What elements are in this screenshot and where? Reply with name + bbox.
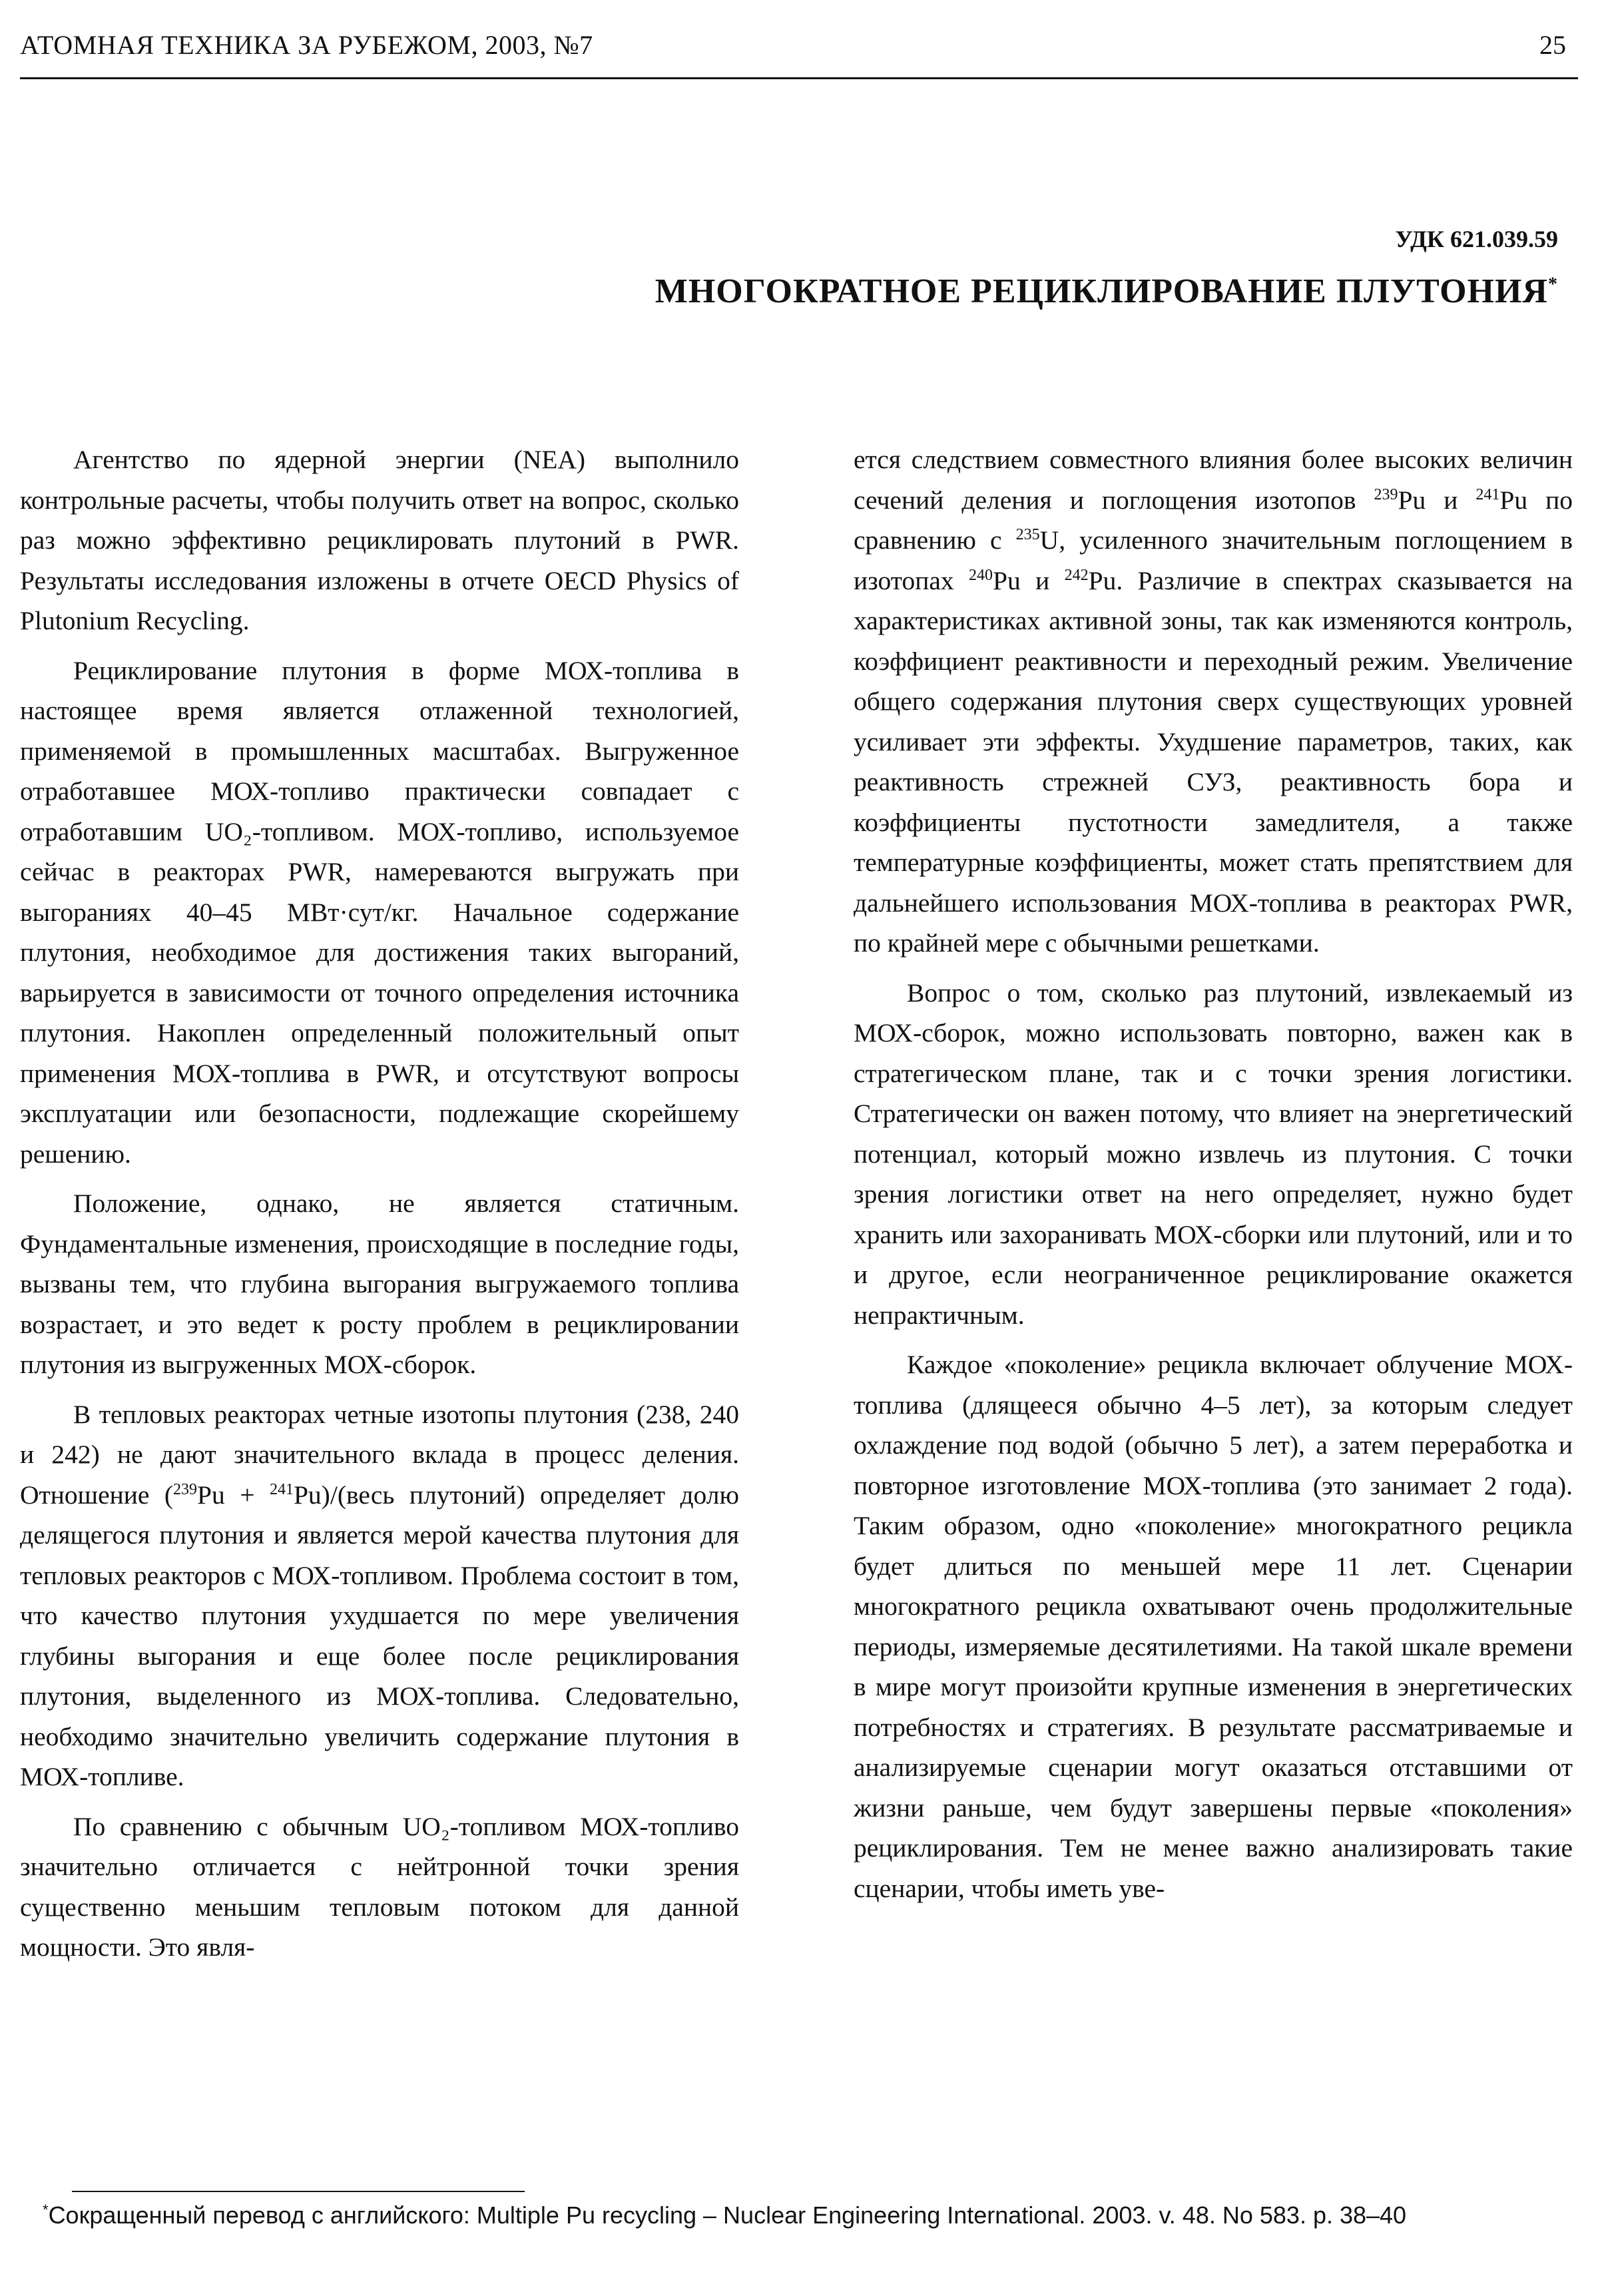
right-column (854, 439, 1573, 1918)
paragraph: Положение, однако, не является статичным. Фундаментальные изменения, происходящие в последние годы, вызваны тем, что глубина выгорания выгружаемого топлива возрастает, и это ведет к росту проблем в рециклировании плутония из выгруженных МОХ-сборок. (20, 1189, 739, 1379)
footnote-mark: * (43, 2201, 49, 2218)
paragraph: Рециклирование плутония в форме МОХ-топлива в настоящее время является отлаженной технологией, применяемой в промышленных масштабах. Выгруженное отработавшее МОХ-топливо практически совпадает с отработавшим UO₂-топливом. МОХ-топливо, используемое сейчас в реакторах PWR, намереваются выгружать при выгораниях 40–45 МВт·сут/кг. Начальное содержание плутония, необходимое для достижения таких выгораний, варьируется в зависимости от точного определения источника плутония. Накоплен определенный положительный опыт применения МОХ-топлива в PWR, и отсутствуют вопросы эксплуатации или безопасности, подлежащие скорейшему решению. (20, 655, 739, 1169)
journal-title: АТОМНАЯ ТЕХНИКА ЗА РУБЕЖОМ, 2003, №7 (20, 30, 593, 60)
udc-code: УДК 621.039.59 (1395, 226, 1558, 252)
paragraph: ется следствием совместного влияния более высоких величин сечений деления и поглощения изотопов $^{239}$Pu и $^{241}$Pu по сравнению с $^{235}$U, усиленного значительным поглощением в изотопах $^{240}$Pu и $^{242}$Pu. Различие в спектрах сказывается на характеристиках активной зоны, так как изменяются контроль, коэффициент реактивности и переходный режим. Увеличение общего содержания плутония сверх существующих уровней усиливает эти эффекты. Ухудшение параметров, таких, как реактивность стрежней СУЗ, реактивность бора и коэффициенты пустотности замедлителя, а также температурные коэффициенты, может стать препятствием для дальнейшего использования МОХ-топлива в реакторах PWR, по крайней мере с обычными решетками. (854, 445, 1573, 958)
paragraph: Агентство по ядерной энергии (NEA) выполнило контрольные расчеты, чтобы получить ответ на вопрос, сколько раз можно эффективно рециклировать плутоний в PWR. Результаты исследования изложены в отчете OECD Physics of Plutonium Recycling. (20, 445, 739, 635)
article-title (655, 272, 1558, 311)
title-footnote-mark: * (1548, 274, 1558, 295)
paragraph: Вопрос о том, сколько раз плутоний, извлекаемый из МОХ-сборок, можно использовать повторно, важен как в стратегическом плане, так и с точки зрения логистики. Стратегически он важен потому, что влияет на энергетический потенциал, который можно извлечь из плутония. С точки зрения логистики ответ на него определяет, нужно будет хранить или захоранивать МОХ-сборки или плутоний, или и то и другое, если неограниченное рециклирование окажется непрактичным. (854, 978, 1573, 1330)
running-header (20, 29, 1578, 79)
paragraph: По сравнению с обычным UO₂-топливом МОХ-топливо значительно отличается с нейтронной точки зрения существенно меньшим тепловым потоком для данной мощности. Это явля- (20, 1811, 739, 1962)
paragraph: В тепловых реакторах четные изотопы плутония (238, 240 и 242) не дают значительного вклада в процесс деления. Отношение ($^{239}$Pu + $^{241}$Pu)/(весь плутоний) определяет долю делящегося плутония и является мерой качества плутония для тепловых реакторов с МОХ-топливом. Проблема состоит в том, что качество плутония ухудшается по мере увеличения глубины выгорания и еще более после рециклирования плутония, выделенного из МОХ-топлива. Следовательно, необходимо значительно увеличить содержание плутония в МОХ-топливе. (20, 1399, 739, 1791)
footnote-text: Сокращенный перевод с английского: Multiple Pu recycling – Nuclear Engineering International. 2003. v. 48. No 583. p. 38–40 (48, 2201, 1407, 2229)
page-number: 25 (1539, 30, 1566, 60)
paragraph: Каждое «поколение» рецикла включает облучение МОХ-топлива (длящееся обычно 4–5 лет), за которым следует охлаждение под водой (обычно 5 лет), а затем переработка и повторное изготовление МОХ-топлива (это занимает 2 года). Таким образом, одно «поколение» многократного рецикла будет длиться по меньшей мере 11 лет. Сценарии многократного рецикла охватывают очень продолжительные периоды, измеряемые десятилетиями. На такой шкале времени в мире могут произойти крупные изменения в энергетических потребностях и стратегиях. В результате рассматриваемые и анализируемые сценарии могут оказаться отставшими от жизни раньше, чем будут завершены первые «поколения» рециклирования. Тем не менее важно анализировать такие сценарии, чтобы иметь уве- (854, 1350, 1573, 1903)
left-column (20, 439, 739, 1977)
footnote (43, 2201, 1574, 2229)
article-title-text: МНОГОКРАТНОЕ РЕЦИКЛИРОВАНИЕ ПЛУТОНИЯ (655, 272, 1548, 310)
footnote-divider (72, 2191, 525, 2192)
